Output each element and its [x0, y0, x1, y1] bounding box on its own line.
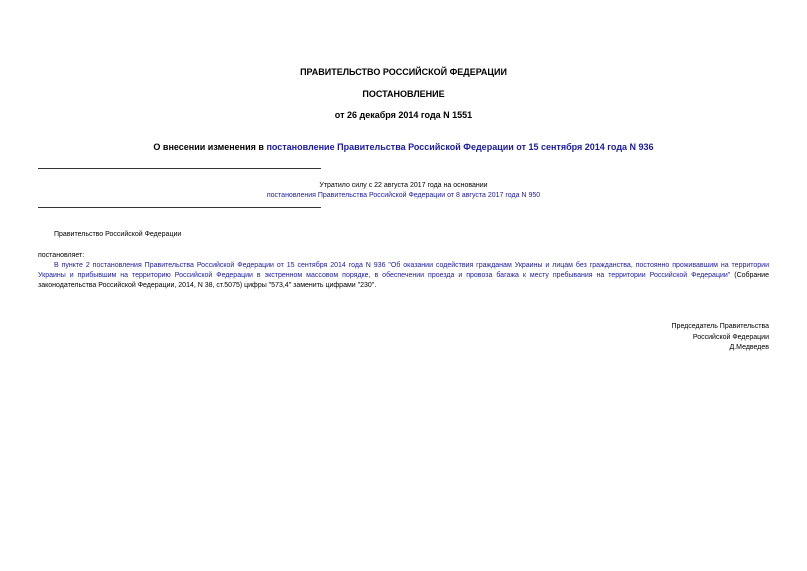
document-type: ПОСТАНОВЛЕНИЕ: [362, 89, 445, 99]
government-heading: ПРАВИТЕЛЬСТВО РОССИЙСКОЙ ФЕДЕРАЦИИ: [300, 67, 507, 77]
signature-position: Председатель Правительства: [671, 323, 769, 330]
resolves-text: постановляет:: [38, 252, 85, 259]
title-link[interactable]: постановление Правительства Российской Федерации от 15 сентября 2014 года N 936: [266, 142, 654, 152]
issuer-text: Правительство Российской Федерации: [54, 231, 182, 238]
bottom-divider: [38, 207, 321, 208]
revocation-link[interactable]: постановления Правительства Российской Федерации от 8 августа 2017 года N 950: [266, 192, 541, 199]
document-title: [0, 142, 807, 153]
paragraph-rest: (Собрание законодательства Российской Федерации, 2014, N 38, ст.5075) цифры "573,4" заменить цифрами "230".: [38, 272, 769, 289]
paragraph-link[interactable]: В пункте 2 постановления Правительства Российской Федерации от 15 сентября 2014 года N 936 "Об оказании содействия гражданам Украины и лицам без гражданства, постоянно проживавшим на территории Украины и прибывшим на территорию Российской Федерации в экстренном массовом порядке, в обеспечении проезда и провоза багажа к месту пребывания на территории Российской Федерации": [38, 262, 769, 279]
top-divider: [38, 168, 321, 169]
document-date-number: от 26 декабря 2014 года N 1551: [334, 110, 473, 120]
title-prefix: О внесении изменения в: [153, 142, 267, 152]
revocation-note: Утратило силу с 22 августа 2017 года на основании: [319, 182, 488, 189]
signature-block: [569, 322, 769, 354]
resolution-paragraph: [38, 261, 769, 291]
signature-name: Д.Медведев: [729, 344, 769, 351]
signature-position-2: Российской Федерации: [692, 333, 769, 341]
